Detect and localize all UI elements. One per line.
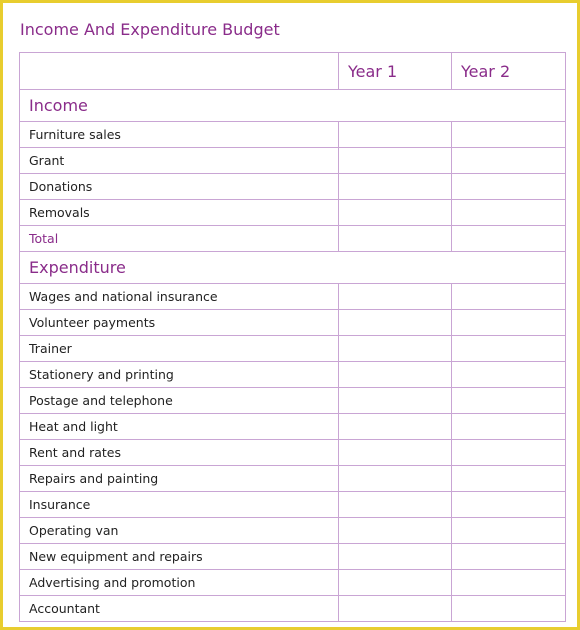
- year-2-cell[interactable]: [452, 174, 566, 200]
- year-1-total-cell[interactable]: [339, 226, 452, 252]
- year-2-cell[interactable]: [452, 336, 566, 362]
- table-row: [20, 284, 566, 310]
- row-label: Advertising and promotion: [20, 570, 339, 596]
- year-2-cell[interactable]: [452, 122, 566, 148]
- year-2-cell[interactable]: [452, 200, 566, 226]
- row-label: Repairs and painting: [20, 466, 339, 492]
- row-label: Accountant: [20, 596, 339, 622]
- year-2-cell[interactable]: [452, 440, 566, 466]
- year-2-cell[interactable]: [452, 596, 566, 622]
- row-label: Heat and light: [20, 414, 339, 440]
- row-label: Stationery and printing: [20, 362, 339, 388]
- header-row: [20, 53, 566, 90]
- row-label: Volunteer payments: [20, 310, 339, 336]
- row-label: Wages and national insurance: [20, 284, 339, 310]
- table-row: [20, 362, 566, 388]
- table-row: [20, 440, 566, 466]
- table-row: [20, 388, 566, 414]
- table-row: [20, 174, 566, 200]
- year-1-cell[interactable]: [339, 310, 452, 336]
- row-label: Furniture sales: [20, 122, 339, 148]
- table-row: [20, 596, 566, 622]
- table-row: [20, 518, 566, 544]
- row-label: New equipment and repairs: [20, 544, 339, 570]
- year-2-cell[interactable]: [452, 388, 566, 414]
- year-2-cell[interactable]: [452, 570, 566, 596]
- year-2-cell[interactable]: [452, 284, 566, 310]
- year-1-cell[interactable]: [339, 148, 452, 174]
- column-header-year-1: Year 1: [339, 53, 452, 90]
- year-2-total-cell[interactable]: [452, 226, 566, 252]
- document-title: Income And Expenditure Budget: [20, 20, 280, 39]
- table-row: [20, 570, 566, 596]
- budget-table: [19, 52, 566, 622]
- expenditure-heading: Expenditure: [20, 252, 566, 284]
- row-label: Trainer: [20, 336, 339, 362]
- year-1-cell[interactable]: [339, 122, 452, 148]
- row-label: Insurance: [20, 492, 339, 518]
- year-2-cell[interactable]: [452, 518, 566, 544]
- year-2-cell[interactable]: [452, 362, 566, 388]
- income-total-row: [20, 226, 566, 252]
- income-section-row: [20, 90, 566, 122]
- row-label: Removals: [20, 200, 339, 226]
- year-1-cell[interactable]: [339, 492, 452, 518]
- year-1-cell[interactable]: [339, 544, 452, 570]
- table-row: [20, 492, 566, 518]
- table-row: [20, 200, 566, 226]
- column-header-year-2: Year 2: [452, 53, 566, 90]
- year-2-cell[interactable]: [452, 466, 566, 492]
- table-row: [20, 414, 566, 440]
- row-label: Operating van: [20, 518, 339, 544]
- year-1-cell[interactable]: [339, 518, 452, 544]
- year-1-cell[interactable]: [339, 596, 452, 622]
- year-1-cell[interactable]: [339, 440, 452, 466]
- year-1-cell[interactable]: [339, 388, 452, 414]
- income-heading: Income: [20, 90, 566, 122]
- year-1-cell[interactable]: [339, 336, 452, 362]
- year-1-cell[interactable]: [339, 200, 452, 226]
- row-label: Grant: [20, 148, 339, 174]
- year-1-cell[interactable]: [339, 174, 452, 200]
- year-1-cell[interactable]: [339, 284, 452, 310]
- year-2-cell[interactable]: [452, 310, 566, 336]
- table-row: [20, 122, 566, 148]
- total-label: Total: [20, 226, 339, 252]
- year-1-cell[interactable]: [339, 362, 452, 388]
- table-row: [20, 336, 566, 362]
- table-row: [20, 310, 566, 336]
- year-2-cell[interactable]: [452, 148, 566, 174]
- table-row: [20, 544, 566, 570]
- year-1-cell[interactable]: [339, 466, 452, 492]
- table-row: [20, 148, 566, 174]
- expenditure-section-row: [20, 252, 566, 284]
- year-1-cell[interactable]: [339, 414, 452, 440]
- year-2-cell[interactable]: [452, 414, 566, 440]
- year-2-cell[interactable]: [452, 544, 566, 570]
- year-1-cell[interactable]: [339, 570, 452, 596]
- row-label: Rent and rates: [20, 440, 339, 466]
- table-row: [20, 466, 566, 492]
- row-label: Donations: [20, 174, 339, 200]
- header-corner-cell: [20, 53, 339, 90]
- row-label: Postage and telephone: [20, 388, 339, 414]
- year-2-cell[interactable]: [452, 492, 566, 518]
